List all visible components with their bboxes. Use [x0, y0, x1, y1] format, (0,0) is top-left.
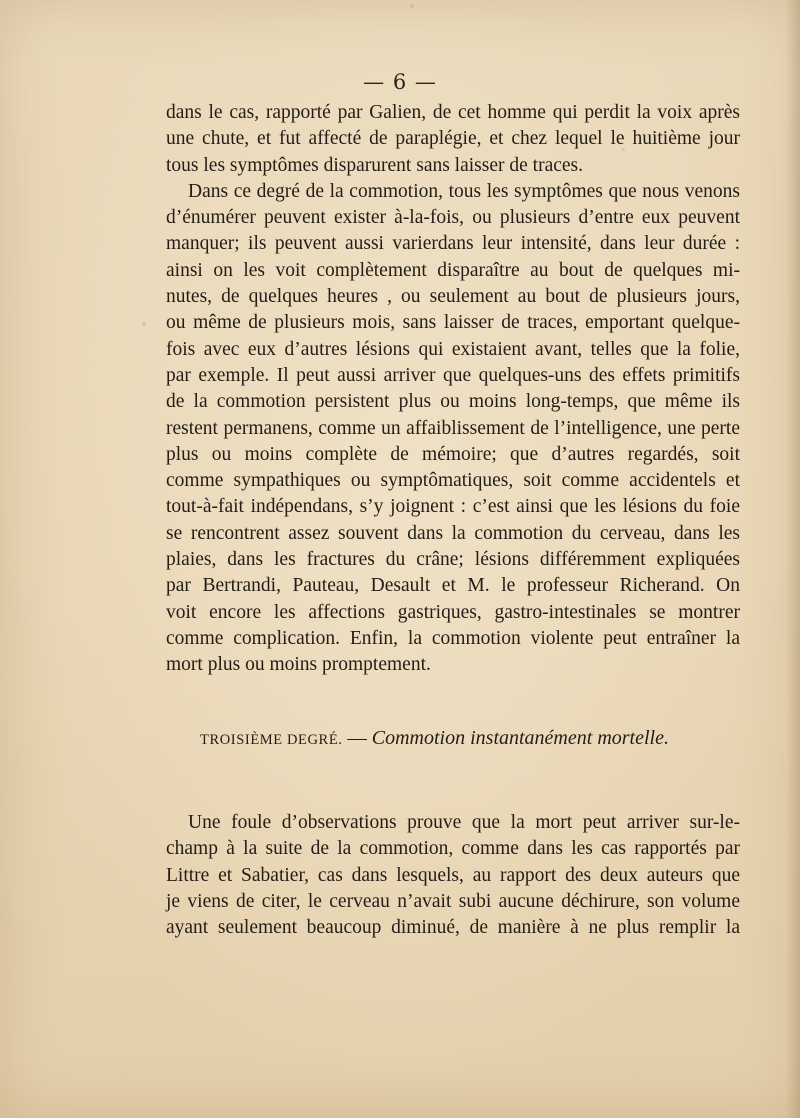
text-line: par exemple. Il peut aussi arriver que quelques-uns des effets primitifs	[166, 364, 740, 386]
text-line: champ à la suite de la commotion, comme dans les cas rapportés par	[166, 838, 740, 860]
text-line: restent permanens, comme un affaiblissement de l’intelligence, une perte	[166, 417, 740, 439]
text-line: plaies, dans les fractures du crâne; lésions différemment expliquées	[166, 549, 740, 571]
text-line: par Bertrandi, Pauteau, Desault et M. le professeur Richerand. On	[166, 575, 740, 597]
paragraph-two	[166, 810, 740, 941]
text-line: manquer; ils peuvent aussi varierdans leur intensité, dans leur durée :	[166, 233, 740, 255]
text-line: tous les symptômes disparurent sans laisser de traces.	[166, 154, 583, 176]
foxing-spot	[142, 322, 146, 326]
text-line: Littre et Sabatier, cas dans lesquels, au rapport des deux auteurs que	[166, 864, 740, 886]
text-line: se rencontrent assez souvent dans la commotion du cerveau, dans les	[166, 522, 740, 544]
text-line: de la commotion persistent plus ou moins long-temps, que même ils	[166, 391, 740, 413]
text-line: tout-à-fait indépendans, s’y joignent : c’est ainsi que les lésions du foie	[166, 496, 740, 518]
section-degree-label: TROISIÈME DEGRÉ.	[200, 732, 343, 748]
text-line: ayant seulement beaucoup diminué, de manière à ne plus remplir la	[166, 917, 740, 939]
heading-dash: —	[342, 728, 372, 749]
section-title: Commotion instantanément mortelle.	[371, 727, 669, 749]
text-line: Une foule d’observations prouve que la mort peut arriver sur-le-	[188, 812, 740, 833]
text-line: fois avec eux d’autres lésions qui existaient avant, telles que la folie,	[166, 338, 740, 360]
text-line: dans le cas, rapporté par Galien, de cet homme qui perdit la voix après	[166, 102, 740, 123]
page-edge-shadow	[786, 0, 800, 1118]
text-line: comme complication. Enfin, la commotion violente peut entraîner la	[166, 627, 740, 649]
text-line: une chute, et fut affecté de paraplégie, et chez lequel le huitième jour	[166, 128, 740, 150]
text-line: comme sympathiques ou symptômatiques, soit comme accidentels et	[166, 470, 740, 492]
text-line: voit encore les affections gastriques, gastro-intestinales se montrer	[166, 601, 740, 623]
text-line: Dans ce degré de la commotion, tous les symptômes que nous venons	[188, 180, 740, 202]
section-heading	[200, 727, 740, 750]
page-number: — 6 —	[363, 70, 437, 94]
text-line: nutes, de quelques heures , ou seulement au bout de plusieurs jours,	[166, 286, 740, 308]
text-line: mort plus ou moins promptement.	[166, 654, 431, 676]
text-line: d’énumérer peuvent exister à-la-fois, ou plusieurs d’entre eux peuvent	[166, 207, 740, 229]
text-line: plus ou moins complète de mémoire; que d’autres regardés, soit	[166, 443, 740, 465]
text-line: je viens de citer, le cerveau n’avait subi aucune déchirure, son volume	[166, 890, 740, 912]
text-line: ainsi on les voit complètement disparaître au bout de quelques mi-	[166, 259, 740, 281]
foxing-spot	[410, 4, 414, 8]
paragraph-one	[166, 100, 740, 679]
text-line: ou même de plusieurs mois, sans laisser de traces, emportant quelque-	[166, 312, 740, 334]
